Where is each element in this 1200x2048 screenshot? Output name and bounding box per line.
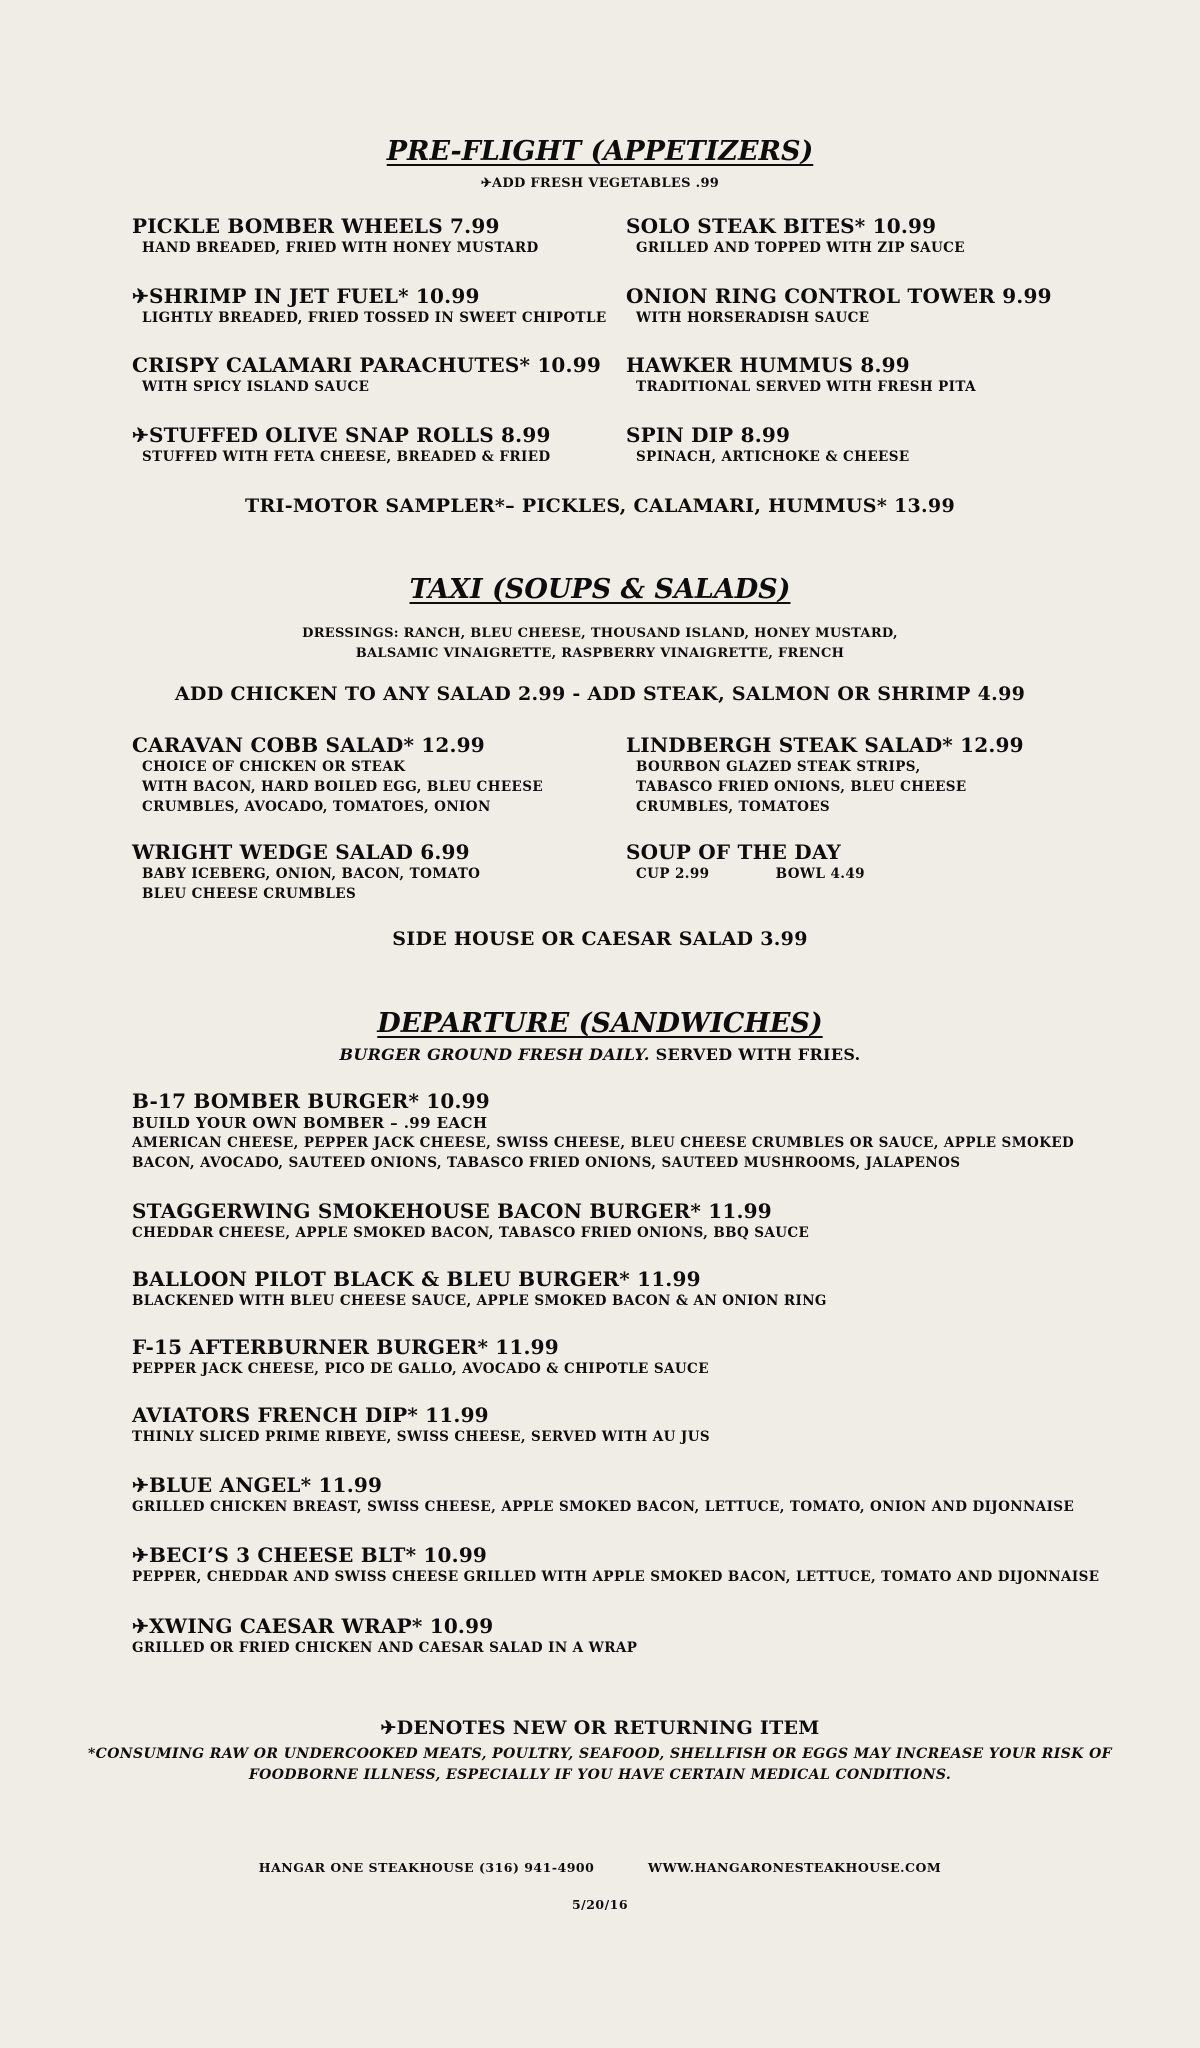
item-desc: BOURBON GLAZED STEAK STRIPS, [636, 759, 921, 775]
section-title-appetizers: PRE-FLIGHT (APPETIZERS) [386, 136, 814, 167]
menu-item [132, 1543, 1099, 1587]
menu-item [626, 353, 976, 397]
item-desc: SPINACH, ARTICHOKE & CHEESE [636, 449, 910, 465]
menu-item [132, 1403, 710, 1447]
item-name: BALLOON PILOT BLACK & BLEU BURGER* 11.99 [132, 1267, 701, 1291]
item-name: CRISPY CALAMARI PARACHUTES* 10.99 [132, 353, 601, 377]
item-name: STAGGERWING SMOKEHOUSE BACON BURGER* 11.99 [132, 1199, 772, 1223]
menu-item [132, 1199, 809, 1243]
item-name: SOLO STEAK BITES* 10.99 [626, 214, 937, 238]
item-desc: WITH SPICY ISLAND SAUCE [142, 379, 370, 395]
menu-item [626, 733, 1024, 817]
item-name: PICKLE BOMBER WHEELS 7.99 [132, 214, 500, 238]
new-item-legend: ✈DENOTES NEW OR RETURNING ITEM [380, 1717, 820, 1739]
dressings-line-2: BALSAMIC VINAIGRETTE, RASPBERRY VINAIGRETTE, FRENCH [355, 646, 845, 661]
add-protein-line: ADD CHICKEN TO ANY SALAD 2.99 - ADD STEAK, SALMON OR SHRIMP 4.99 [174, 683, 1026, 705]
item-desc: GRILLED OR FRIED CHICKEN AND CAESAR SALAD IN A WRAP [132, 1640, 638, 1656]
item-name: ✈XWING CAESAR WRAP* 10.99 [132, 1614, 494, 1638]
item-desc: STUFFED WITH FETA CHEESE, BREADED & FRIED [142, 449, 551, 465]
side-salad-item: SIDE HOUSE OR CAESAR SALAD 3.99 [392, 928, 808, 950]
item-desc: WITH BACON, HARD BOILED EGG, BLEU CHEESE [142, 779, 544, 795]
menu-item [132, 1335, 709, 1379]
item-name: WRIGHT WEDGE SALAD 6.99 [132, 840, 470, 864]
soup-cup-price: CUP 2.99 [636, 866, 710, 882]
restaurant-phone: HANGAR ONE STEAKHOUSE (316) 941-4900 [258, 1860, 595, 1875]
restaurant-website: WWW.HANGARONESTEAKHOUSE.COM [648, 1860, 942, 1875]
menu-item [132, 1473, 1074, 1517]
item-desc: LIGHTLY BREADED, FRIED TOSSED IN SWEET CHIPOTLE [142, 310, 607, 326]
item-desc: WITH HORSERADISH SAUCE [636, 310, 870, 326]
item-name: ✈BLUE ANGEL* 11.99 [132, 1473, 383, 1497]
dressings-line-1: DRESSINGS: RANCH, BLEU CHEESE, THOUSAND ISLAND, HONEY MUSTARD, [302, 626, 898, 641]
burger-note-italic: BURGER GROUND FRESH DAILY. [339, 1045, 650, 1064]
menu-item [132, 733, 543, 817]
item-desc: BABY ICEBERG, ONION, BACON, TOMATO [142, 866, 481, 882]
item-desc: BLACKENED WITH BLEU CHEESE SAUCE, APPLE SMOKED BACON & AN ONION RING [132, 1293, 827, 1309]
item-desc: CHEDDAR CHEESE, APPLE SMOKED BACON, TABASCO FRIED ONIONS, BBQ SAUCE [132, 1225, 810, 1241]
burger-note-rest: SERVED WITH FRIES. [655, 1045, 861, 1064]
item-desc: CHOICE OF CHICKEN OR STEAK [142, 759, 406, 775]
item-desc: TABASCO FRIED ONIONS, BLEU CHEESE [636, 779, 967, 795]
item-name: LINDBERGH STEAK SALAD* 12.99 [626, 733, 1024, 757]
raw-food-warning-1: *CONSUMING RAW OR UNDERCOOKED MEATS, POULTRY, SEAFOOD, SHELLFISH OR EGGS MAY INCREASE YOUR RISK OF [87, 1746, 1113, 1762]
item-desc: CRUMBLES, AVOCADO, TOMATOES, ONION [142, 799, 491, 815]
item-name: ✈BECI’S 3 CHEESE BLT* 10.99 [132, 1543, 488, 1567]
menu-item [626, 840, 865, 884]
item-desc: HAND BREADED, FRIED WITH HONEY MUSTARD [142, 240, 539, 256]
item-name: CARAVAN COBB SALAD* 12.99 [132, 733, 485, 757]
footer-contact [0, 1860, 1200, 1875]
item-name: B-17 BOMBER BURGER* 10.99 [132, 1089, 490, 1113]
burger-note [0, 1045, 1200, 1064]
item-name: ✈STUFFED OLIVE SNAP ROLLS 8.99 [132, 423, 551, 447]
item-name: HAWKER HUMMUS 8.99 [626, 353, 910, 377]
item-desc: GRILLED CHICKEN BREAST, SWISS CHEESE, APPLE SMOKED BACON, LETTUCE, TOMATO, ONION AND DIJONNAISE [132, 1499, 1075, 1515]
menu-item [132, 1267, 827, 1311]
sampler-item: TRI-MOTOR SAMPLER*– PICKLES, CALAMARI, HUMMUS* 13.99 [245, 495, 955, 517]
item-name: SPIN DIP 8.99 [626, 423, 791, 447]
section-title-salads: TAXI (SOUPS & SALADS) [409, 574, 791, 605]
menu-item [132, 353, 601, 397]
item-desc: GRILLED AND TOPPED WITH ZIP SAUCE [636, 240, 965, 256]
soup-bowl-price: BOWL 4.49 [775, 866, 865, 882]
item-desc: CRUMBLES, TOMATOES [636, 799, 831, 815]
item-name: F-15 AFTERBURNER BURGER* 11.99 [132, 1335, 559, 1359]
raw-food-warning-2: FOODBORNE ILLNESS, ESPECIALLY IF YOU HAVE CERTAIN MEDICAL CONDITIONS. [248, 1767, 952, 1783]
item-name: ✈SHRIMP IN JET FUEL* 10.99 [132, 284, 480, 308]
item-name: AVIATORS FRENCH DIP* 11.99 [132, 1403, 489, 1427]
menu-item [626, 284, 1052, 328]
item-sub: BUILD YOUR OWN BOMBER – .99 EACH [132, 1114, 488, 1132]
item-desc: AMERICAN CHEESE, PEPPER JACK CHEESE, SWISS CHEESE, BLEU CHEESE CRUMBLES OR SAUCE, APPLE SMOKED [132, 1135, 1075, 1151]
item-name: SOUP OF THE DAY [626, 840, 842, 864]
item-desc: TRADITIONAL SERVED WITH FRESH PITA [636, 379, 976, 395]
item-desc: THINLY SLICED PRIME RIBEYE, SWISS CHEESE, SERVED WITH AU JUS [132, 1429, 711, 1445]
menu-item [132, 423, 551, 467]
item-desc: PEPPER, CHEDDAR AND SWISS CHEESE GRILLED WITH APPLE SMOKED BACON, LETTUCE, TOMATO AND DIJONNAISE [132, 1569, 1100, 1585]
menu-item [132, 1614, 637, 1658]
section-title-sandwiches: DEPARTURE (SANDWICHES) [377, 1008, 823, 1039]
item-name: ONION RING CONTROL TOWER 9.99 [626, 284, 1052, 308]
menu-item [626, 423, 910, 467]
menu-item [132, 214, 539, 258]
item-desc: PEPPER JACK CHEESE, PICO DE GALLO, AVOCADO & CHIPOTLE SAUCE [132, 1361, 709, 1377]
item-desc: BLEU CHEESE CRUMBLES [142, 886, 357, 902]
menu-item [626, 214, 965, 258]
item-desc: BACON, AVOCADO, SAUTEED ONIONS, TABASCO FRIED ONIONS, SAUTEED MUSHROOMS, JALAPENOS [132, 1155, 961, 1171]
menu-date: 5/20/16 [571, 1897, 629, 1912]
add-vegetables-note: ✈ADD FRESH VEGETABLES .99 [480, 176, 720, 191]
soup-prices [626, 864, 865, 884]
menu-item [132, 840, 480, 904]
menu-item [132, 1089, 1074, 1173]
menu-item [132, 284, 607, 328]
